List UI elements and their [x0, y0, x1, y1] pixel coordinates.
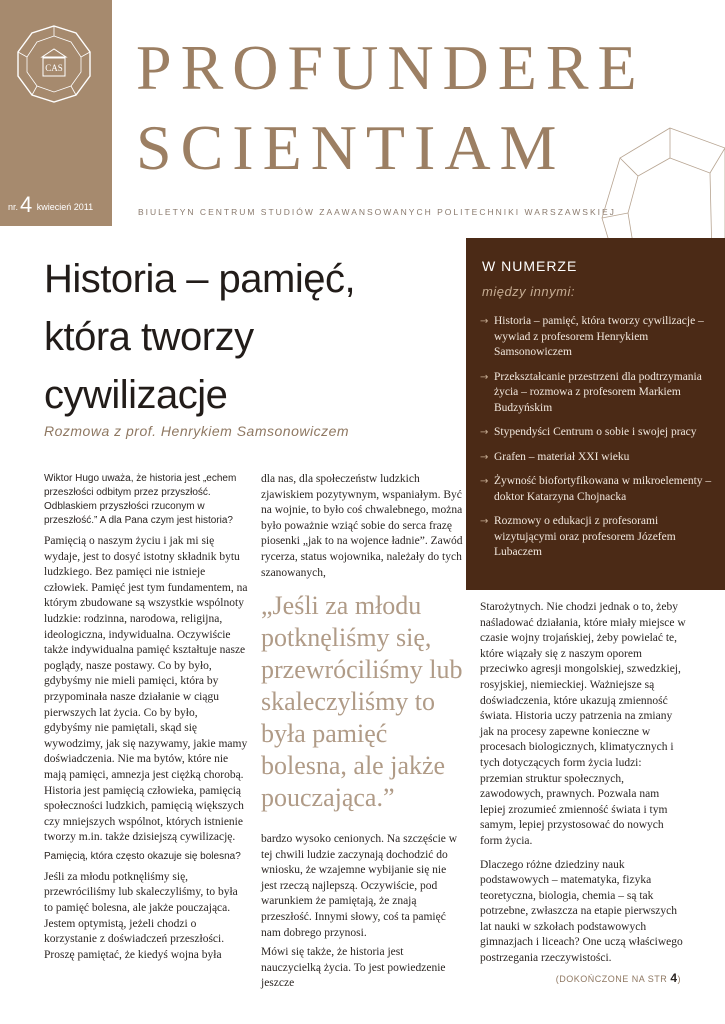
cas-logo-icon: [14, 24, 94, 104]
continued-page-number: 4: [670, 971, 678, 985]
arrow-right-icon: →: [480, 516, 489, 527]
interview-question-1: Wiktor Hugo uważa, że historia jest „echem przeszłości odbitym przez przyszłość. Odblaskiem przyszłości rzuconym w przeszłość.” A dla Pana czym jest historia?: [44, 473, 237, 526]
continued-on-page: [556, 971, 681, 985]
issue-info: [8, 192, 93, 218]
masthead-line-2: SCIENTIAM: [136, 112, 566, 183]
in-this-issue-sidebar: [466, 238, 725, 590]
column-3-paragraph-1: Starożytnych. Nie chodzi jednak o to, żeby naśladować działania, które miały miejsce w czasie wojny trojańskiej, żeby powielać te, które wiązały się z naszym oporem przeciwko agresji mongolskiej, szwedzkiej, rosyjskiej, niemieckiej. Ważniejsze są doświadczenia, które ukazują zmienność świata. Historia uczy patrzenia na zmiany jak na procesy zapewne konieczne w procesach biologicznych, klimatycznych i tych dotyczących form życia ludzi: przemian struktur społecznych, zawodowych, prawnych. Pozwala nam lepiej zrozumieć zmienność świata i tym samym, lepiej przystosować do nowych form życia.: [480, 601, 686, 847]
sidebar-item-label: Historia – pamięć, która tworzy cywilizacje – wywiad z profesorem Henrykiem Samsonowiczem: [494, 315, 704, 358]
sidebar-item-food[interactable]: [480, 474, 712, 505]
pull-quote: „Jeśli za młodu potknęliśmy się, przewróciliśmy lub skaleczyliśmy to była pamięć bolesna, ale jakże pouczająca.”: [261, 591, 463, 812]
sidebar-item-education[interactable]: [480, 514, 712, 561]
interview-answer-2: Jeśli za młodu potknęliśmy się, przewróciliśmy lub skaleczyliśmy, to była to pamięć bolesna, ale jakże pouczająca. Jestem optymistą, jeżeli chodzi o korzystanie z doświadczeń przeszłości. Proszę pamiętać, że kiedyś wojna była: [44, 870, 238, 961]
arrow-right-icon: →: [480, 371, 489, 383]
sidebar-item-space[interactable]: [480, 370, 712, 417]
sidebar-list: [480, 314, 712, 570]
brand-box: [0, 0, 112, 226]
sidebar-item-fellows[interactable]: [480, 425, 712, 441]
sidebar-item-history[interactable]: [480, 314, 712, 361]
headline-line-3: cywilizacje: [44, 373, 228, 417]
arrow-right-icon: →: [480, 427, 489, 438]
column-3-paragraph-2: Dlaczego różne dziedziny nauk podstawowych – matematyka, fizyka teoretyczna, biologia, chemia – są tak potrzebne, zwłaszcza na etapie pierwszych lat nauki w szkołach podstawowych gimnazjach i liceach? One uczą właściwego postrzegania rzeczywistości.: [480, 858, 683, 965]
interview-question-2: Pamięcią, która często okazuje się bolesna?: [44, 850, 241, 862]
issue-prefix: nr.: [8, 202, 19, 212]
article-column-1: [44, 472, 248, 967]
arrow-right-icon: →: [480, 476, 489, 487]
article-headline: [44, 250, 444, 424]
headline-line-1: Historia – pamięć,: [44, 257, 356, 301]
masthead-subtitle: BIULETYN CENTRUM STUDIÓW ZAAWANSOWANYCH POLITECHNIKI WARSZAWSKIEJ: [138, 207, 616, 217]
arrow-right-icon: →: [480, 451, 489, 463]
sidebar-item-graphene[interactable]: [480, 450, 712, 466]
sidebar-item-label: Żywność biofortyfikowana w mikroelementy – doktor Katarzyna Chojnacka: [494, 475, 712, 503]
article-column-2-bottom: [261, 832, 465, 996]
logo-text: CAS: [45, 63, 63, 73]
column-2-paragraph-top: dla nas, dla społeczeństw ludzkich zjawiskiem pozytywnym, wspaniałym. Być na wojnie, to było coś chwalebnego, można było poważnie wziąć sobie do serca frazę piosenki „jak to na wojence ładnie”. Zawód rycerza, status wojownika, należały do tych szanowanych,: [261, 473, 463, 579]
article-byline: Rozmowa z prof. Henrykiem Samsonowiczem: [44, 423, 350, 439]
sidebar-title: W NUMERZE: [482, 258, 578, 274]
sidebar-subtitle: między innymi:: [482, 284, 575, 299]
continued-label: (DOKOŃCZONE NA STR: [555, 974, 668, 984]
sidebar-item-label: Stypendyści Centrum o sobie i swojej pracy: [494, 426, 697, 438]
arrow-right-icon: →: [480, 316, 489, 327]
column-2-paragraph-bottom: bardzo wysoko cenionych. Na szczęście w tej chwili ludzie zaczynają dochodzić do wniosku, że wzajemne wybijanie się nie jest rzeczą najlepszą. Oczywiście, pod warunkiem że pamiętają, że znają przeszłość. Innymi słowy, coś ta pamięć nam dobrego przynosi.: [261, 833, 458, 939]
issue-date: kwiecień 2011: [36, 202, 94, 212]
headline-line-2: która tworzy: [44, 315, 254, 359]
sidebar-item-label: Rozmowy o edukacji z profesorami wizytującymi oraz profesorem Józefem Lubaczem: [494, 515, 676, 558]
article-column-3: [480, 600, 686, 971]
interview-answer-1: Pamięcią o naszym życiu i jak mi się wydaje, jest to dosyć istotny składnik bytu ludzkiego. Bez pamięci nie istnieje człowiek. Pamięć jest tym fundamentem, na którym zbudowane są wszystkie wspólnoty ludzkie: rodzinna, narodowa, religijna, ideologiczna, indywidualna. Oczywiście także indywidualna pamięć kształtuje nasze poglądy, nasze postawy. Co by było, gdybyśmy nie mieli pamięci, która by przypominała nasze działanie w ciągu pierwszych lat życia. Co by było, gdybyśmy nie pamiętali, skąd się wywodzimy, jak się nazywamy, jakie mamy doświadczenia. Nie ma bytów, które nie mają pamięci, amnezja jest ciężką chorobą. Historia jest pamięcią człowieka, pamięcią społeczności ludzkich, pamięcią większych czy mniejszych wspólnot, których istnienie tworzy m.in. także dzisiejszą cywilizację.: [44, 535, 248, 844]
sidebar-item-label: Grafen – materiał XXI wieku: [494, 450, 630, 463]
issue-number: 4: [20, 192, 33, 217]
article-column-2-top: [261, 472, 465, 585]
sidebar-item-label: Przekształcanie przestrzeni dla podtrzymania życia – rozmowa z profesorem Markiem Budzyńskim: [494, 370, 702, 414]
continued-close: ): [677, 974, 681, 984]
column-2-paragraph-bottom-b: Mówi się także, że historia jest nauczycielką życia. To jest powiedzenie jeszcze: [261, 946, 446, 990]
masthead-line-1: PROFUNDERE: [136, 32, 646, 103]
